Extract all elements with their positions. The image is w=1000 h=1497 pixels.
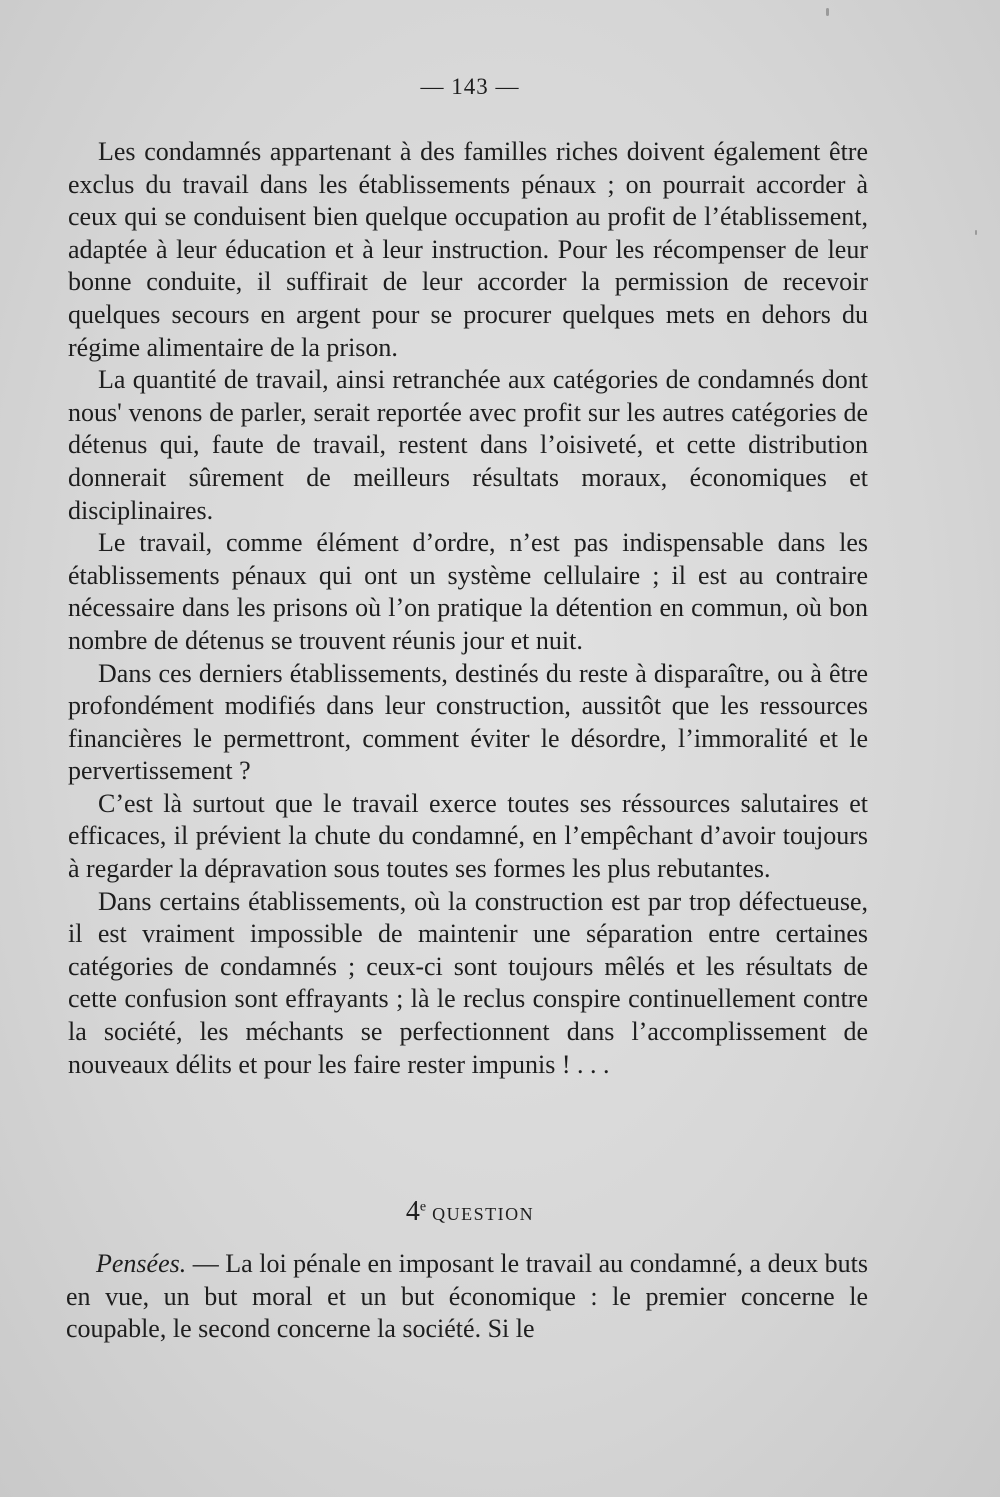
section-heading [0, 1196, 940, 1228]
paragraph: Le travail, comme élément d’ordre, n’est pas indispensable dans les établissements pénaux qui ont un système cellulaire ; il est au contraire nécessaire dans les prisons où l’on pratique la détention en commun, où bon nombre de détenus se trouvent réunis jour et nuit. [68, 528, 868, 655]
paragraph: Dans ces derniers établissements, destinés du reste à disparaître, ou à être profondément modifiés dans leur construction, aussitôt que les ressources financières le permettront, comment éviter le désordre, l’immoralité et le pervertissement ? [68, 658, 868, 786]
paragraph: Les condamnés appartenant à des familles riches doivent également être exclus du travail dans les établissements pénaux ; on pourrait accorder à ceux qui se conduisent bien quelque occupation au profit de l’établissement, adaptée à leur éducation et à leur instruction. Pour les récompenser de leur bonne conduite, il suffirait de leur accorder la permission de recevoir quelques secours en argent pour se procurer quelques mets en dehors du régime alimentaire de la prison. [68, 137, 868, 362]
paper-speck [975, 230, 977, 235]
paragraph-text: — La loi pénale en imposant le travail au condamné, a deux buts en vue, un but moral et un but économique : le premier concerne le coupable, le second concerne la société. Si le [66, 1249, 868, 1344]
section-title: QUESTION [432, 1204, 535, 1224]
section-number: 4 [405, 1196, 420, 1227]
body-text [68, 136, 868, 1081]
paper-speck [826, 8, 829, 16]
paragraph: Dans certains établissements, où la construction est par trop défectueuse, il est vraiment impossible de maintenir une séparation entre certaines catégories de condamnés ; ceux-ci sont toujours mêlés et les résultats de cette confusion sont effrayants ; là le reclus conspire continuellement contre la société, les méchants se perfectionnent dans l’accomplissement de nouveaux délits et pour les faire rester impunis ! . . . [68, 886, 868, 1079]
paragraph [66, 1248, 868, 1346]
section-number-superscript: e [419, 1199, 427, 1215]
paragraph: La quantité de travail, ainsi retranchée aux catégories de condamnés dont nous' venons de parler, serait reportée avec profit sur les autres catégories de détenus qui, faute de travail, restent dans l’oisiveté, et cette distribution donnerait sûrement de meilleurs résultats moraux, économiques et disciplinaires. [68, 365, 868, 525]
page-number: — 143 — [420, 74, 520, 99]
paragraph-lead-in: Pensées. [96, 1249, 187, 1278]
section-text [66, 1248, 868, 1346]
paragraph: C’est là surtout que le travail exerce toutes ses réssources salutaires et efficaces, il prévient la chute du condamné, en l’empêchant d’avoir toujours à regarder la dépravation sous toutes ses formes les plus rebutantes. [68, 788, 868, 884]
